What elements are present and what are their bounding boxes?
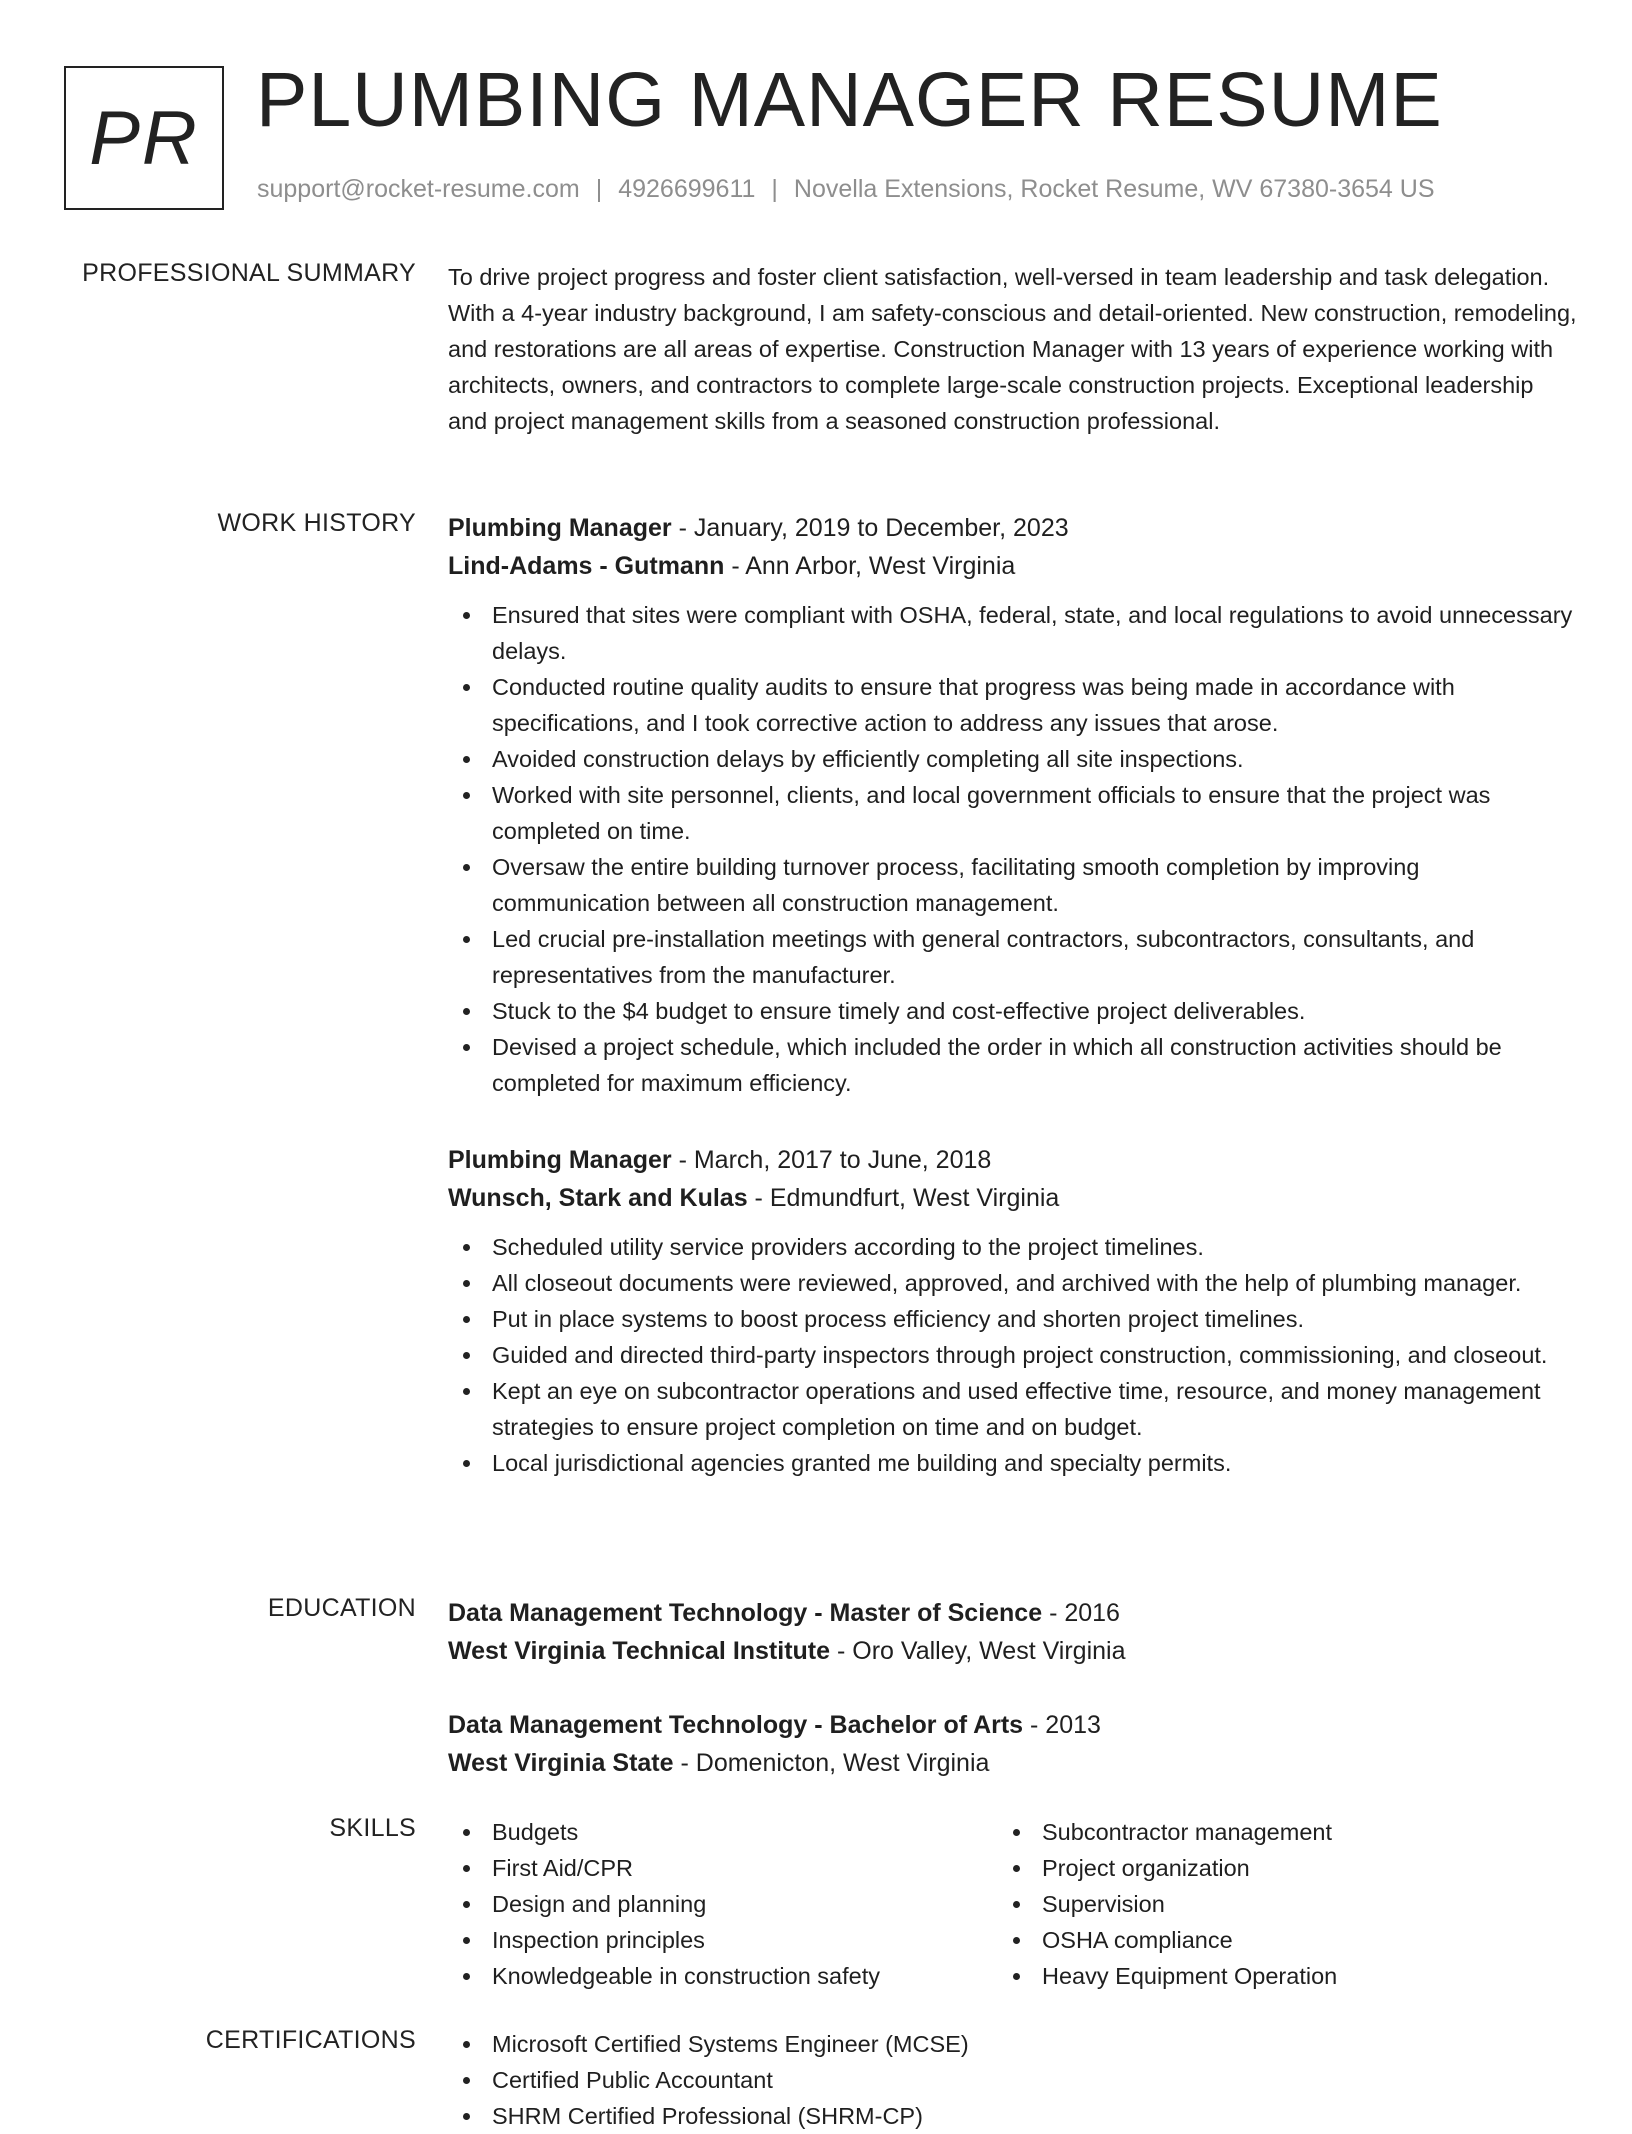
- list-item: Scheduled utility service providers according to the project timelines.: [448, 1229, 1578, 1265]
- skill-item: Knowledgeable in construction safety: [448, 1958, 998, 1994]
- education-entry: [448, 1594, 1578, 1670]
- contact-email[interactable]: support@rocket-resume.com: [257, 175, 580, 203]
- skill-item: Design and planning: [448, 1886, 998, 1922]
- school-line: [448, 1632, 1578, 1670]
- certification-item: Certified Public Accountant: [448, 2062, 1578, 2098]
- list-item: Led crucial pre-installation meetings with general contractors, subcontractors, consultants, and representatives from the manufacturer.: [448, 921, 1578, 993]
- job-bullets: [448, 1229, 1578, 1481]
- degree-line: [448, 1594, 1578, 1632]
- list-item: Worked with site personnel, clients, and local government officials to ensure that the project was completed on time.: [448, 777, 1578, 849]
- certification-item: Microsoft Certified Systems Engineer (MCSE): [448, 2026, 1578, 2062]
- skills-list: [448, 1814, 998, 1994]
- school-location: - Oro Valley, West Virginia: [830, 1637, 1126, 1665]
- certifications-list: [448, 2026, 1578, 2134]
- skill-item: Budgets: [448, 1814, 998, 1850]
- job-company-line: [448, 547, 1578, 585]
- list-item: Stuck to the $4 budget to ensure timely and cost-effective project deliverables.: [448, 993, 1578, 1029]
- resume-header: [0, 0, 1632, 230]
- degree-line: [448, 1706, 1578, 1744]
- list-item: Avoided construction delays by efficiently completing all site inspections.: [448, 741, 1578, 777]
- degree: Data Management Technology - Bachelor of Arts: [448, 1711, 1024, 1739]
- job-company-line: [448, 1179, 1578, 1217]
- skill-item: Subcontractor management: [998, 1814, 1548, 1850]
- education-body: [448, 1594, 1578, 1782]
- list-item: Put in place systems to boost process efficiency and shorten project timelines.: [448, 1301, 1578, 1337]
- job-location: - Edmundfurt, West Virginia: [747, 1184, 1060, 1212]
- certifications-body: [448, 2026, 1578, 2134]
- school: West Virginia Technical Institute: [448, 1637, 831, 1665]
- school-line: [448, 1744, 1578, 1782]
- job-title-line: [448, 509, 1578, 547]
- section-label: WORK HISTORY: [217, 509, 416, 537]
- summary-text: To drive project progress and foster client satisfaction, well-versed in team leadership and task delegation. With a 4-year industry background, I am safety-conscious and detail-oriented. New construction, remodeling, and restorations are all areas of expertise. Construction Manager with 13 years of experience working with architects, owners, and contractors to complete large-scale construction projects. Exceptional leadership and project management skills from a seasoned construction professional.: [448, 264, 1577, 434]
- list-item: All closeout documents were reviewed, approved, and archived with the help of plumbing manager.: [448, 1265, 1578, 1301]
- job-entry: [448, 1141, 1578, 1481]
- skills-column-right: [998, 1814, 1548, 1994]
- section-label: CERTIFICATIONS: [205, 2026, 416, 2054]
- skills-list: [998, 1814, 1548, 1994]
- skills-grid: [448, 1814, 1578, 1994]
- list-item: Local jurisdictional agencies granted me building and specialty permits.: [448, 1445, 1578, 1481]
- monogram-logo: PR: [64, 66, 224, 210]
- skill-item: Project organization: [998, 1850, 1548, 1886]
- degree: Data Management Technology - Master of Science: [448, 1599, 1043, 1627]
- school: West Virginia State: [448, 1749, 674, 1777]
- list-item: Oversaw the entire building turnover process, facilitating smooth completion by improving communication between all construction management.: [448, 849, 1578, 921]
- school-location: - Domenicton, West Virginia: [673, 1749, 990, 1777]
- job-location: - Ann Arbor, West Virginia: [724, 552, 1016, 580]
- job-entry: [448, 509, 1578, 1101]
- list-item: Devised a project schedule, which included the order in which all construction activities should be completed for maximum efficiency.: [448, 1029, 1578, 1101]
- job-bullets: [448, 597, 1578, 1101]
- job-company: Wunsch, Stark and Kulas: [448, 1184, 748, 1212]
- section-label: SKILLS: [329, 1814, 416, 1842]
- education-entry: [448, 1706, 1578, 1782]
- section-label: EDUCATION: [267, 1594, 416, 1622]
- skills-column-left: [448, 1814, 998, 1994]
- job-dates: - March, 2017 to June, 2018: [671, 1146, 992, 1174]
- certification-item: SHRM Certified Professional (SHRM-CP): [448, 2098, 1578, 2134]
- list-item: Conducted routine quality audits to ensure that progress was being made in accordance with specifications, and I took corrective action to address any issues that arose.: [448, 669, 1578, 741]
- contact-address: Novella Extensions, Rocket Resume, WV 67380-3654 US: [793, 175, 1435, 203]
- contact-line: [257, 175, 1435, 204]
- work-history-body: [448, 509, 1578, 1481]
- list-item: Ensured that sites were compliant with OSHA, federal, state, and local regulations to avoid unnecessary delays.: [448, 597, 1578, 669]
- section-label: PROFESSIONAL SUMMARY: [82, 259, 416, 287]
- skill-item: Heavy Equipment Operation: [998, 1958, 1548, 1994]
- graduation-year: - 2013: [1023, 1711, 1101, 1739]
- skills-body: [448, 1814, 1578, 1994]
- contact-separator: |: [771, 175, 778, 203]
- skill-item: First Aid/CPR: [448, 1850, 998, 1886]
- graduation-year: - 2016: [1042, 1599, 1120, 1627]
- contact-separator: |: [595, 175, 603, 203]
- skill-item: Inspection principles: [448, 1922, 998, 1958]
- contact-phone[interactable]: 4926699611: [618, 175, 756, 203]
- skill-item: OSHA compliance: [998, 1922, 1548, 1958]
- job-title: Plumbing Manager: [448, 1146, 672, 1174]
- resume-title: PLUMBING MANAGER RESUME: [256, 57, 1443, 143]
- list-item: Kept an eye on subcontractor operations and used effective time, resource, and money management strategies to ensure project completion on time and on budget.: [448, 1373, 1578, 1445]
- job-title: Plumbing Manager: [448, 514, 672, 542]
- list-item: Guided and directed third-party inspectors through project construction, commissioning, and closeout.: [448, 1337, 1578, 1373]
- job-company: Lind-Adams - Gutmann: [448, 552, 725, 580]
- job-title-line: [448, 1141, 1578, 1179]
- skill-item: Supervision: [998, 1886, 1548, 1922]
- job-dates: - January, 2019 to December, 2023: [671, 514, 1069, 542]
